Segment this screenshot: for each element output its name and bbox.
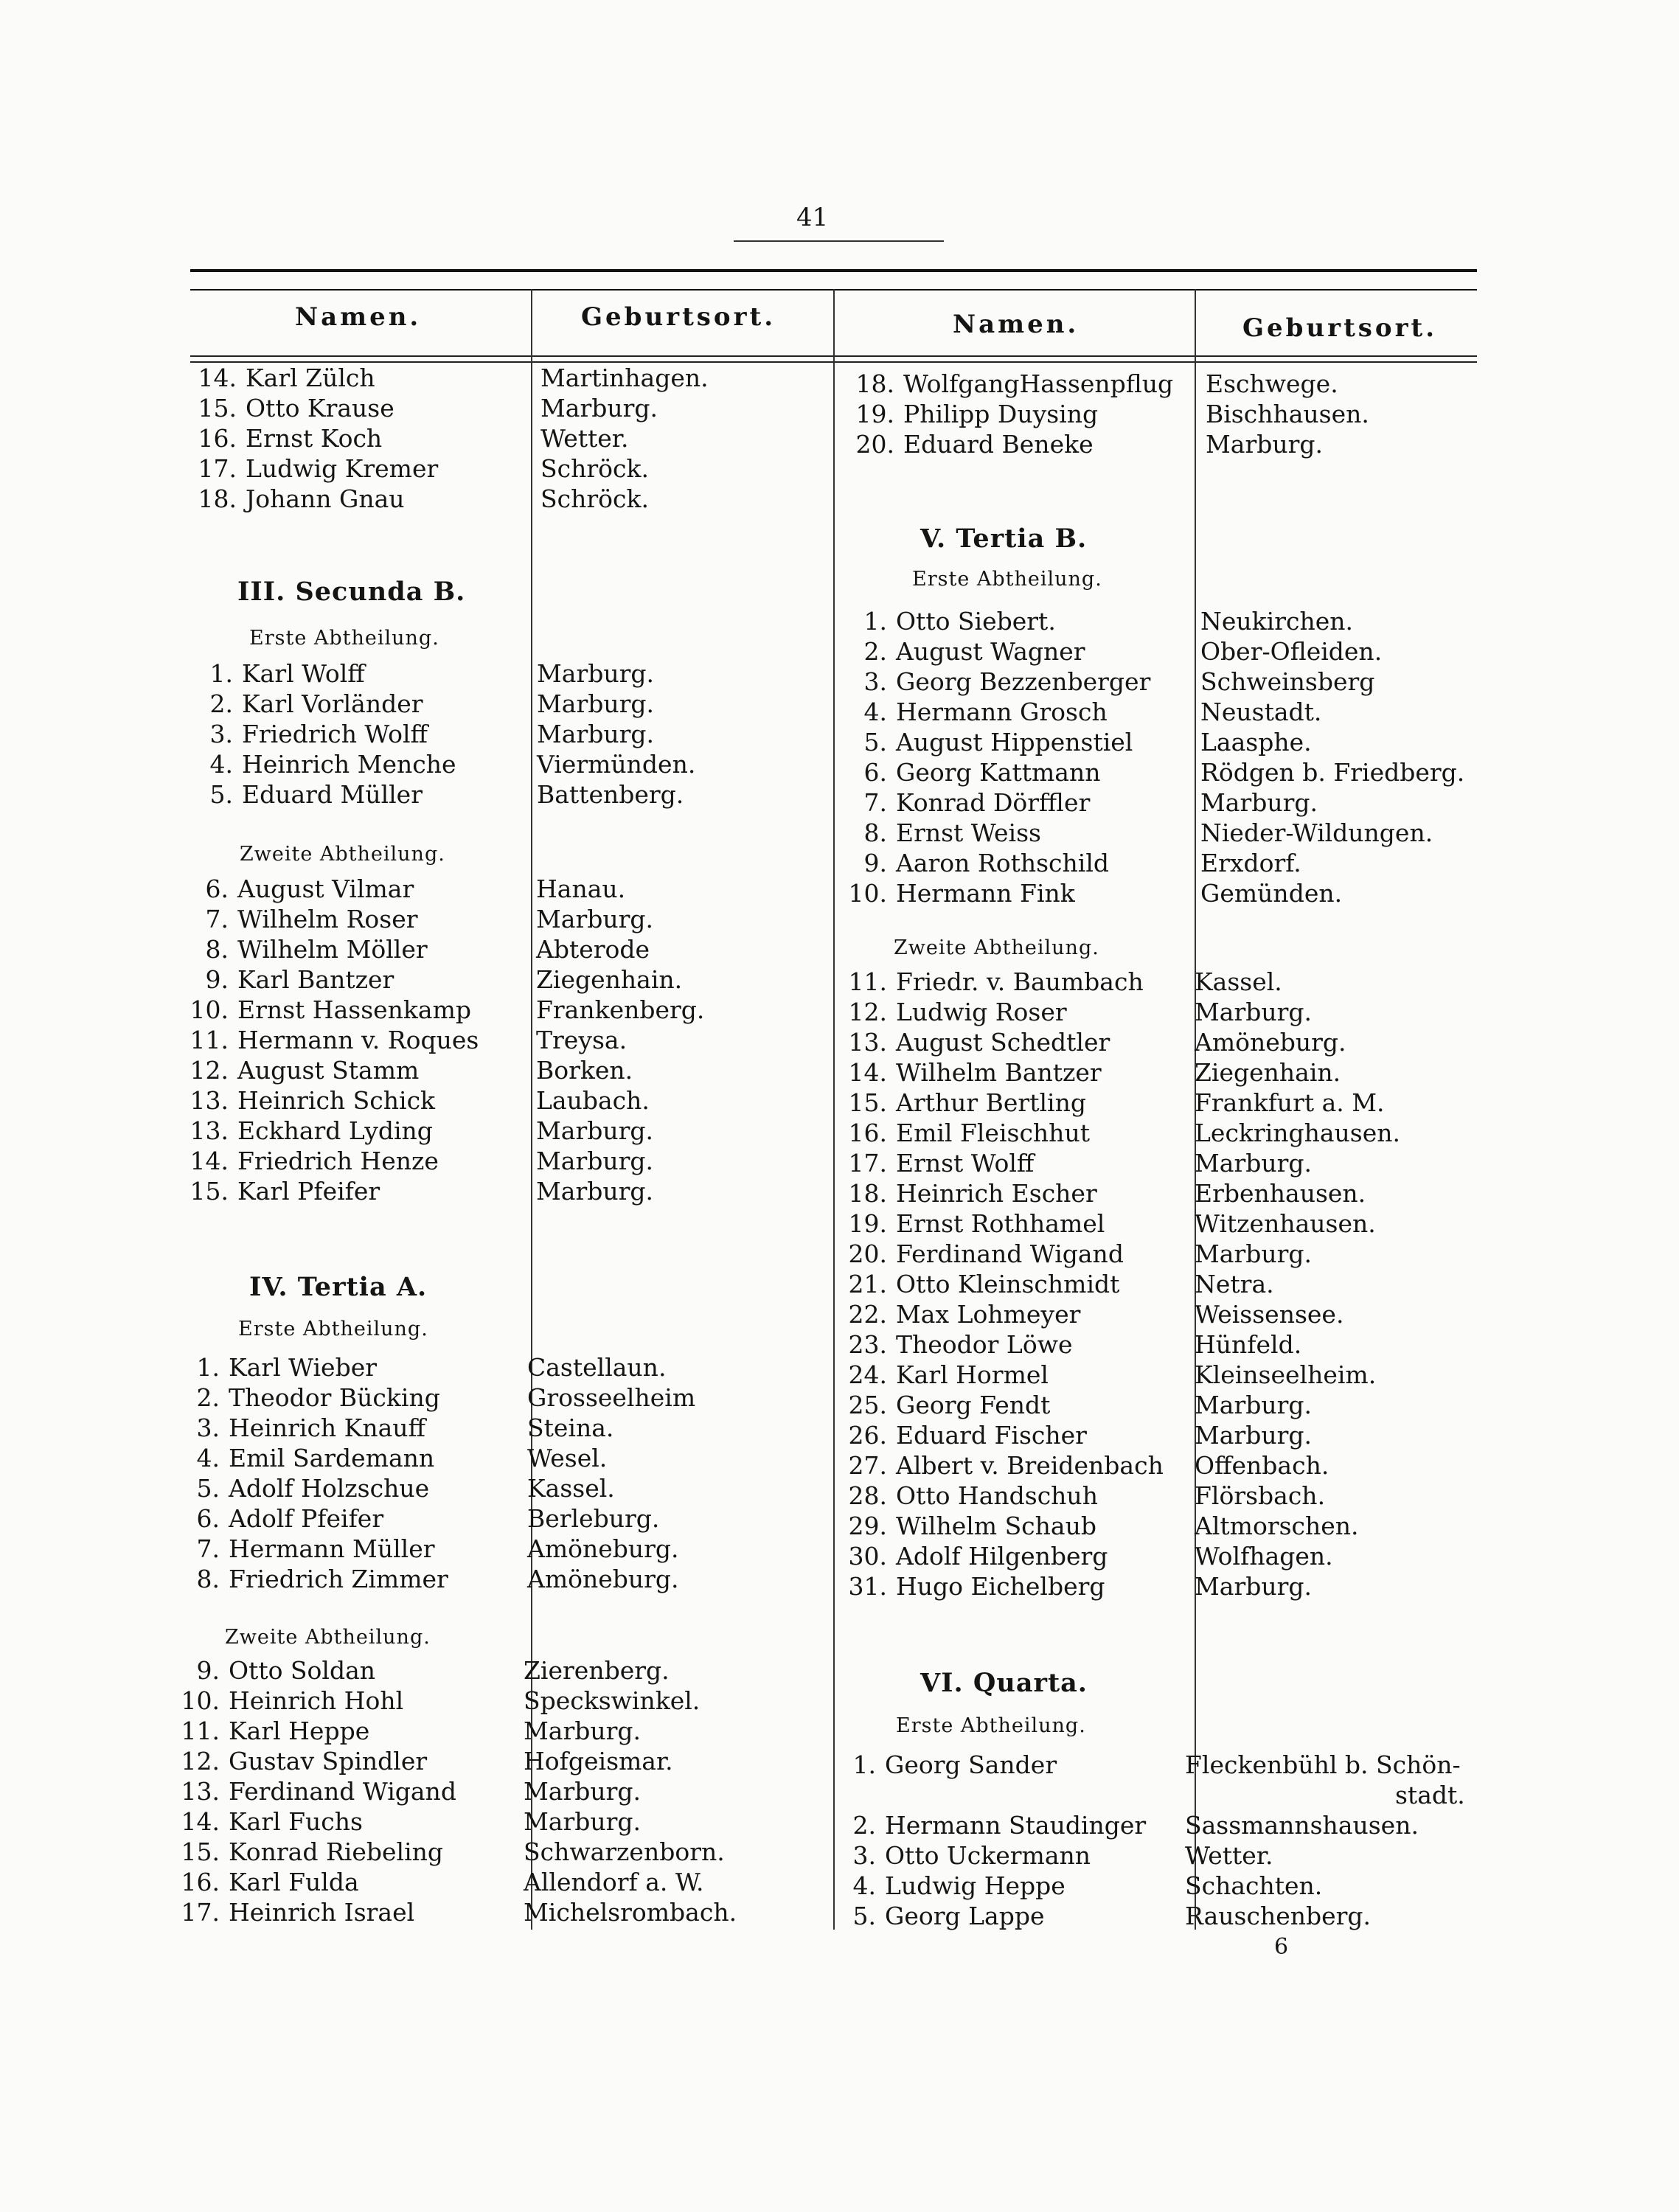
item-name: Otto Uckermann xyxy=(885,1841,1091,1870)
item-number: 16. xyxy=(198,424,237,453)
item-number: 1. xyxy=(863,607,887,636)
item-name: Hermann Staudinger xyxy=(885,1811,1147,1840)
item-name: Wilhelm Bantzer xyxy=(896,1058,1102,1087)
item-name: Friedrich Henze xyxy=(237,1147,439,1175)
table-top-rule xyxy=(190,269,1477,272)
item-number: 23. xyxy=(848,1330,887,1359)
item-place: Leckringhausen. xyxy=(1195,1119,1401,1147)
item-place: Nieder-Wildungen. xyxy=(1200,818,1433,847)
item-place: Marburg. xyxy=(1195,1572,1313,1601)
item-place: Marburg. xyxy=(540,394,658,422)
item-place: Schröck. xyxy=(540,484,649,513)
item-place: Marburg. xyxy=(536,1116,654,1145)
item-name: Ernst Koch xyxy=(246,424,383,453)
item-number: 14. xyxy=(181,1807,220,1836)
item-number: 4. xyxy=(209,750,233,779)
item-number: 9. xyxy=(196,1656,220,1685)
item-place: Laasphe. xyxy=(1200,728,1312,757)
item-name: Karl Bantzer xyxy=(237,965,394,994)
item-number: 18. xyxy=(198,484,237,513)
item-number: 6. xyxy=(863,758,887,787)
item-name: Georg Kattmann xyxy=(896,758,1101,787)
header-place-right: Geburtsort. xyxy=(1242,313,1438,343)
item-name: Georg Fendt xyxy=(896,1391,1051,1419)
item-name: Adolf Holzschue xyxy=(229,1474,430,1503)
item-place: Marburg. xyxy=(537,659,655,688)
center-divider xyxy=(833,289,835,1930)
item-place: Hanau. xyxy=(536,874,626,903)
item-name: Otto Krause xyxy=(246,394,394,422)
item-place: Grosseelheim xyxy=(527,1383,696,1412)
item-name: Wilhelm Schaub xyxy=(896,1512,1096,1540)
item-name: Otto Handschuh xyxy=(896,1481,1098,1510)
item-number: 11. xyxy=(190,1026,229,1054)
item-name: Arthur Bertling xyxy=(896,1088,1086,1117)
item-name: August Wagner xyxy=(896,637,1085,666)
item-place: Erxdorf. xyxy=(1200,849,1301,877)
item-name: Heinrich Schick xyxy=(237,1086,436,1115)
item-number: 7. xyxy=(863,788,887,817)
item-name: Hermann v. Roques xyxy=(237,1026,479,1054)
item-number: 5. xyxy=(196,1474,220,1503)
item-name: Philipp Duysing xyxy=(903,400,1099,428)
item-place: Marburg. xyxy=(537,720,655,748)
item-name: Karl Fuchs xyxy=(229,1807,363,1836)
item-place: Hünfeld. xyxy=(1195,1330,1302,1359)
item-place: Altmorschen. xyxy=(1195,1512,1359,1540)
item-name: WolfgangHassenpflug xyxy=(903,369,1174,398)
item-number: 1. xyxy=(196,1353,220,1382)
item-number: 4. xyxy=(852,1871,876,1900)
item-name: Ludwig Heppe xyxy=(885,1871,1066,1900)
item-place: Zierenberg. xyxy=(524,1656,670,1685)
item-place: Marburg. xyxy=(524,1777,642,1806)
item-number: 5. xyxy=(209,780,233,809)
item-place: Berleburg. xyxy=(527,1504,660,1533)
item-place: Offenbach. xyxy=(1195,1451,1329,1480)
item-name: Heinrich Israel xyxy=(229,1898,415,1927)
item-place: Erbenhausen. xyxy=(1195,1179,1366,1208)
item-place: Marburg. xyxy=(1195,1421,1313,1450)
item-place: Flörsbach. xyxy=(1195,1481,1326,1510)
item-place: Kassel. xyxy=(1195,967,1282,996)
item-number: 14. xyxy=(848,1058,887,1087)
item-number: 8. xyxy=(863,818,887,847)
item-number: 13. xyxy=(181,1777,220,1806)
section-title-tertia-a: IV. Tertia A. xyxy=(249,1272,428,1302)
item-place: Viermünden. xyxy=(537,750,696,779)
item-place: Schweinsberg xyxy=(1200,667,1375,696)
item-name: Otto Soldan xyxy=(229,1656,376,1685)
item-place: Ziegenhain. xyxy=(536,965,683,994)
item-place: Michelsrombach. xyxy=(524,1898,737,1927)
item-name: Karl Pfeifer xyxy=(237,1177,380,1206)
item-name: Ludwig Roser xyxy=(896,998,1067,1026)
item-number: 17. xyxy=(181,1898,220,1927)
item-name: Ferdinand Wigand xyxy=(896,1239,1124,1268)
item-place: Eschwege. xyxy=(1206,369,1338,398)
item-place: Schröck. xyxy=(540,454,649,483)
item-place: Amöneburg. xyxy=(527,1565,679,1593)
item-name: Karl Zülch xyxy=(246,364,375,392)
item-number: 19. xyxy=(848,1209,887,1238)
item-place: Netra. xyxy=(1195,1270,1274,1298)
section-title-tertia-b: V. Tertia B. xyxy=(920,524,1088,554)
item-place: Frankfurt a. M. xyxy=(1195,1088,1385,1117)
item-place: Frankenberg. xyxy=(536,995,705,1024)
item-name: Karl Hormel xyxy=(896,1360,1049,1389)
item-place: Marburg. xyxy=(1195,1239,1313,1268)
item-name: Heinrich Menche xyxy=(242,750,456,779)
item-number: 12. xyxy=(848,998,887,1026)
item-place: Marburg. xyxy=(1200,788,1318,817)
item-number: 6. xyxy=(205,874,229,903)
item-number: 13. xyxy=(190,1086,229,1115)
item-name: Ludwig Kremer xyxy=(246,454,439,483)
item-number: 8. xyxy=(196,1565,220,1593)
item-number: 3. xyxy=(863,667,887,696)
item-number: 9. xyxy=(205,965,229,994)
item-place: Battenberg. xyxy=(537,780,684,809)
item-place: Castellaun. xyxy=(527,1353,667,1382)
item-place: Amöneburg. xyxy=(1195,1028,1346,1057)
item-name: Hermann Müller xyxy=(229,1534,435,1563)
item-name: Heinrich Knauff xyxy=(229,1413,425,1442)
item-number: 6. xyxy=(196,1504,220,1533)
item-name: Friedrich Zimmer xyxy=(229,1565,448,1593)
item-number: 7. xyxy=(196,1534,220,1563)
item-number: 31. xyxy=(848,1572,887,1601)
item-name: Johann Gnau xyxy=(246,484,405,513)
item-number: 20. xyxy=(848,1239,887,1268)
item-name: Max Lohmeyer xyxy=(896,1300,1081,1329)
item-name: Eckhard Lyding xyxy=(237,1116,433,1145)
item-number: 27. xyxy=(848,1451,887,1480)
subhead-erste-abtheilung: Erste Abtheilung. xyxy=(238,1318,428,1340)
item-number: 4. xyxy=(863,698,887,726)
item-name: Adolf Pfeifer xyxy=(229,1504,384,1533)
item-place: Martinhagen. xyxy=(540,364,709,392)
item-place: Kleinseelheim. xyxy=(1195,1360,1377,1389)
item-name: Gustav Spindler xyxy=(229,1747,428,1775)
item-number: 11. xyxy=(848,967,887,996)
item-place: Wesel. xyxy=(527,1444,608,1472)
item-number: 24. xyxy=(848,1360,887,1389)
item-number: 10. xyxy=(190,995,229,1024)
item-place: Wolfhagen. xyxy=(1195,1542,1333,1571)
section-title-secunda-b: III. Secunda B. xyxy=(237,577,466,607)
item-number: 10. xyxy=(181,1686,220,1715)
item-place: Rauschenberg. xyxy=(1185,1902,1372,1930)
item-place: Kassel. xyxy=(527,1474,615,1503)
item-place: Wetter. xyxy=(540,424,629,453)
item-number: 29. xyxy=(848,1512,887,1540)
item-place: Gemünden. xyxy=(1200,879,1343,908)
header-name-right: Namen. xyxy=(953,310,1080,339)
item-number: 11. xyxy=(181,1717,220,1745)
item-place: Schachten. xyxy=(1185,1871,1323,1900)
item-place: Marburg. xyxy=(1195,1391,1313,1419)
item-number: 3. xyxy=(196,1413,220,1442)
item-name: Adolf Hilgenberg xyxy=(896,1542,1108,1571)
item-place: Neukirchen. xyxy=(1200,607,1353,636)
item-name: Ferdinand Wigand xyxy=(229,1777,456,1806)
item-place: Marburg. xyxy=(524,1717,642,1745)
item-number: 16. xyxy=(181,1868,220,1896)
item-place: Wetter. xyxy=(1185,1841,1273,1870)
item-name: Karl Heppe xyxy=(229,1717,370,1745)
item-number: 17. xyxy=(848,1149,887,1178)
subhead-zweite-abtheilung: Zweite Abtheilung. xyxy=(894,936,1099,959)
item-name: August Vilmar xyxy=(237,874,414,903)
page-number-rule xyxy=(734,240,944,242)
item-name: Karl Wolff xyxy=(242,659,365,688)
item-name: Hermann Grosch xyxy=(896,698,1108,726)
item-name: Theodor Bücking xyxy=(229,1383,440,1412)
item-place: Steina. xyxy=(527,1413,614,1442)
subhead-zweite-abtheilung: Zweite Abtheilung. xyxy=(240,843,445,866)
item-name: Konrad Dörffler xyxy=(896,788,1091,817)
item-name: Georg Bezzenberger xyxy=(896,667,1151,696)
item-name: Karl Vorländer xyxy=(242,689,423,718)
item-name: Georg Sander xyxy=(885,1750,1057,1779)
signature-mark: 6 xyxy=(1274,1934,1289,1960)
item-name: Georg Lappe xyxy=(885,1902,1045,1930)
item-place: Amöneburg. xyxy=(527,1534,679,1563)
item-number: 7. xyxy=(205,905,229,933)
item-number: 2. xyxy=(196,1383,220,1412)
item-name: Otto Siebert. xyxy=(896,607,1056,636)
item-place: Ziegenhain. xyxy=(1195,1058,1341,1087)
item-number: 21. xyxy=(848,1270,887,1298)
item-name: Eduard Müller xyxy=(242,780,423,809)
item-place: Laubach. xyxy=(536,1086,650,1115)
item-number: 13. xyxy=(190,1116,229,1145)
item-number: 4. xyxy=(196,1444,220,1472)
item-number: 2. xyxy=(852,1811,876,1840)
item-number: 2. xyxy=(209,689,233,718)
item-place: Allendorf a. W. xyxy=(524,1868,704,1896)
item-place-continuation: stadt. xyxy=(1395,1781,1465,1809)
item-place: Marburg. xyxy=(524,1807,642,1836)
item-number: 3. xyxy=(852,1841,876,1870)
item-name: Karl Fulda xyxy=(229,1868,359,1896)
section-title-quarta: VI. Quarta. xyxy=(920,1668,1088,1698)
item-number: 15. xyxy=(190,1177,229,1206)
item-number: 15. xyxy=(848,1088,887,1117)
item-number: 14. xyxy=(190,1147,229,1175)
item-name: Wilhelm Roser xyxy=(237,905,418,933)
item-number: 30. xyxy=(848,1542,887,1571)
item-name: Karl Wieber xyxy=(229,1353,377,1382)
subhead-zweite-abtheilung: Zweite Abtheilung. xyxy=(225,1626,431,1649)
item-place: Ober-Ofleiden. xyxy=(1200,637,1383,666)
header-name-left: Namen. xyxy=(295,302,422,332)
item-name: Albert v. Breidenbach xyxy=(896,1451,1164,1480)
item-number: 9. xyxy=(863,849,887,877)
item-name: Ernst Wolff xyxy=(896,1149,1035,1178)
item-place: Rödgen b. Friedberg. xyxy=(1200,758,1465,787)
item-number: 12. xyxy=(181,1747,220,1775)
item-place: Neustadt. xyxy=(1200,698,1322,726)
item-name: Otto Kleinschmidt xyxy=(896,1270,1120,1298)
item-number: 5. xyxy=(863,728,887,757)
item-name: August Stamm xyxy=(237,1056,420,1085)
item-number: 8. xyxy=(205,935,229,964)
item-place: Marburg. xyxy=(1195,1149,1313,1178)
item-number: 13. xyxy=(848,1028,887,1057)
page-number: 41 xyxy=(796,203,829,232)
item-name: Theodor Löwe xyxy=(896,1330,1073,1359)
item-number: 18. xyxy=(855,369,894,398)
item-name: Heinrich Hohl xyxy=(229,1686,404,1715)
item-name: August Hippenstiel xyxy=(896,728,1133,757)
item-place: Marburg. xyxy=(536,1147,654,1175)
item-name: Hugo Eichelberg xyxy=(896,1572,1105,1601)
subhead-erste-abtheilung: Erste Abtheilung. xyxy=(249,627,439,650)
header-place-left: Geburtsort. xyxy=(581,302,776,332)
item-number: 1. xyxy=(209,659,233,688)
subhead-erste-abtheilung: Erste Abtheilung. xyxy=(896,1714,1086,1737)
item-name: Wilhelm Möller xyxy=(237,935,428,964)
subhead-erste-abtheilung: Erste Abtheilung. xyxy=(912,568,1102,591)
item-number: 16. xyxy=(848,1119,887,1147)
item-number: 5. xyxy=(852,1902,876,1930)
item-name: Eduard Fischer xyxy=(896,1421,1087,1450)
item-number: 12. xyxy=(190,1056,229,1085)
item-name: Ernst Hassenkamp xyxy=(237,995,471,1024)
item-number: 15. xyxy=(198,394,237,422)
item-number: 3. xyxy=(209,720,233,748)
item-number: 15. xyxy=(181,1837,220,1866)
item-name: Emil Sardemann xyxy=(229,1444,435,1472)
item-place: Marburg. xyxy=(536,1177,654,1206)
item-number: 26. xyxy=(848,1421,887,1450)
item-number: 19. xyxy=(855,400,894,428)
item-name: Friedr. v. Baumbach xyxy=(896,967,1144,996)
item-number: 10. xyxy=(848,879,887,908)
item-place: Abterode xyxy=(536,935,650,964)
item-number: 25. xyxy=(848,1391,887,1419)
item-number: 22. xyxy=(848,1300,887,1329)
item-name: Emil Fleischhut xyxy=(896,1119,1090,1147)
item-name: Konrad Riebeling xyxy=(229,1837,444,1866)
item-place: Fleckenbühl b. Schön- xyxy=(1185,1750,1461,1779)
item-place: Marburg. xyxy=(536,905,654,933)
item-number: 18. xyxy=(848,1179,887,1208)
item-number: 28. xyxy=(848,1481,887,1510)
item-name: Heinrich Escher xyxy=(896,1179,1097,1208)
item-number: 20. xyxy=(855,430,894,459)
item-place: Speckswinkel. xyxy=(524,1686,701,1715)
item-place: Sassmannshausen. xyxy=(1185,1811,1419,1840)
item-name: Aaron Rothschild xyxy=(896,849,1110,877)
item-name: Ernst Rothhamel xyxy=(896,1209,1105,1238)
item-place: Hofgeismar. xyxy=(524,1747,673,1775)
item-name: August Schedtler xyxy=(896,1028,1110,1057)
item-place: Borken. xyxy=(536,1056,633,1085)
item-number: 2. xyxy=(863,637,887,666)
item-place: Treysa. xyxy=(536,1026,628,1054)
item-place: Marburg. xyxy=(537,689,655,718)
item-name: Friedrich Wolff xyxy=(242,720,428,748)
item-place: Weissensee. xyxy=(1195,1300,1344,1329)
item-name: Hermann Fink xyxy=(896,879,1075,908)
item-place: Schwarzenborn. xyxy=(524,1837,725,1866)
item-name: Ernst Weiss xyxy=(896,818,1041,847)
item-place: Marburg. xyxy=(1206,430,1324,459)
item-number: 1. xyxy=(852,1750,876,1779)
item-name: Eduard Beneke xyxy=(903,430,1094,459)
item-number: 17. xyxy=(198,454,237,483)
item-number: 14. xyxy=(198,364,237,392)
item-place: Witzenhausen. xyxy=(1195,1209,1376,1238)
item-place: Bischhausen. xyxy=(1206,400,1369,428)
item-place: Marburg. xyxy=(1195,998,1313,1026)
